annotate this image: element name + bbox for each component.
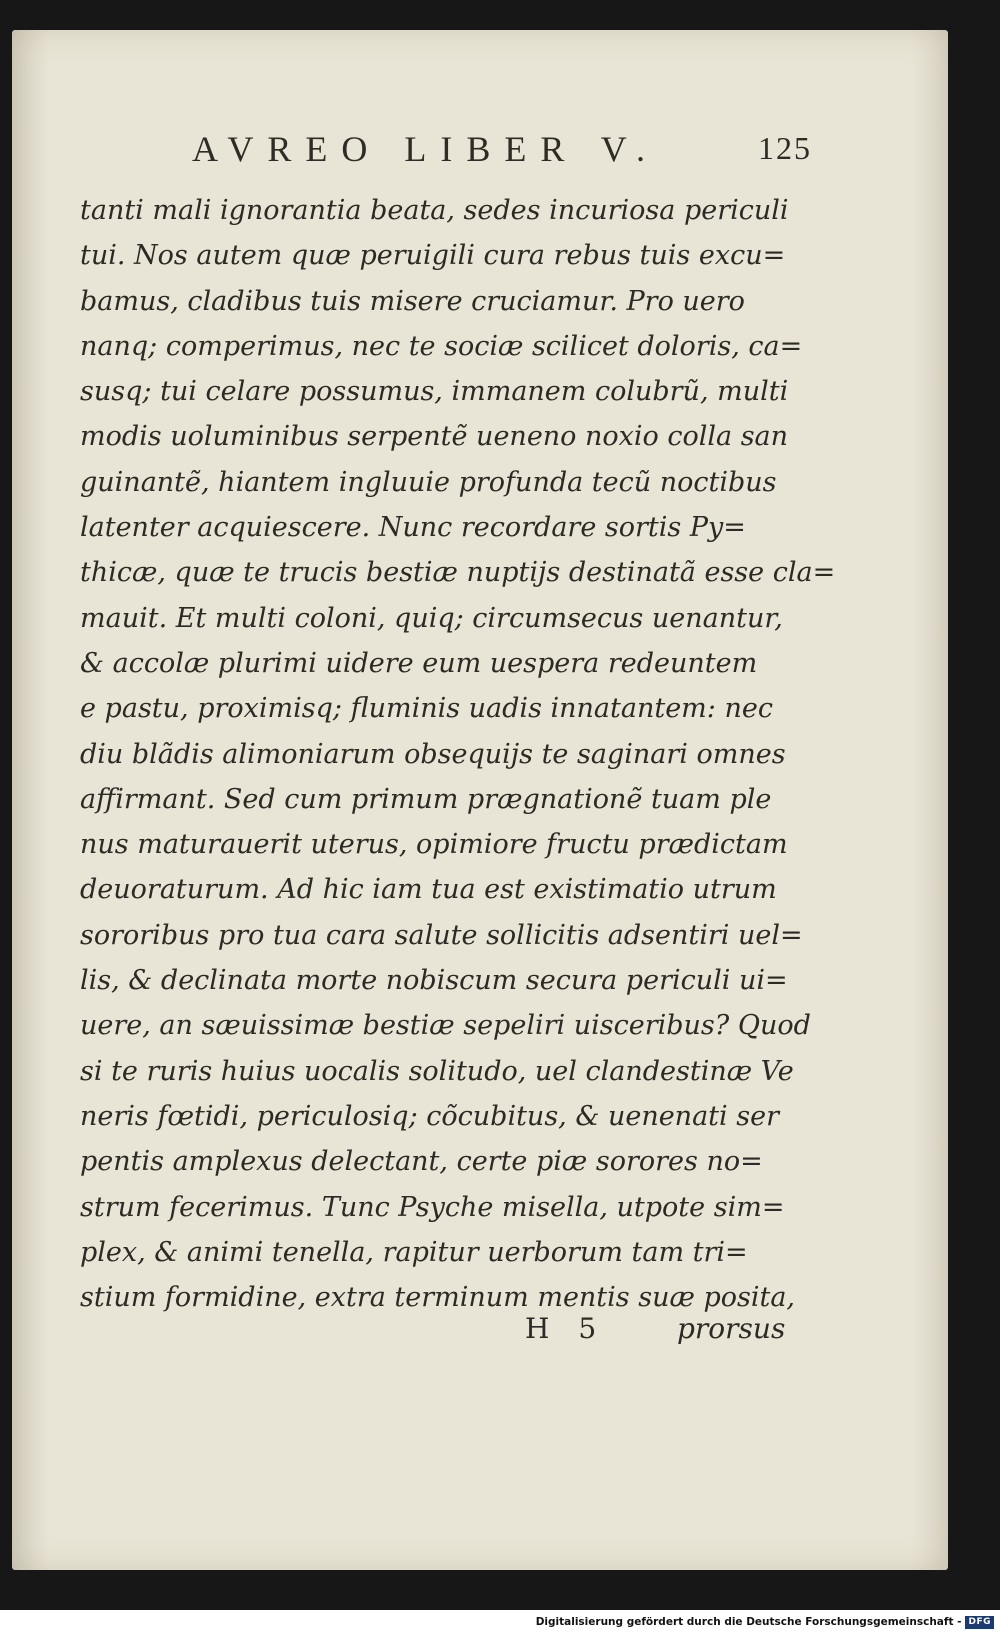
text-line: susq; tui celare possumus, immanem colubrũ, multi (80, 376, 789, 408)
text-line: tui. Nos autem quæ peruigili cura rebus tuis excu= (80, 240, 786, 272)
signature-mark: H 5 (525, 1312, 607, 1345)
running-title: AVREO LIBER V. (192, 129, 660, 169)
text-line: lis, & declinata morte nobiscum secura periculi ui= (80, 965, 788, 997)
text-line: pentis amplexus delectant, certe piæ sorores no= (80, 1146, 763, 1178)
text-line: guinantẽ, hiantem ingluuie profunda tecũ noctibus (80, 466, 777, 498)
text-line: stium formidine, extra terminum mentis suæ posita, (80, 1282, 795, 1314)
credit-text: Digitalisierung gefördert durch die Deutsche Forschungsgemeinschaft - (535, 1616, 962, 1628)
text-line: e pastu, proximisq; fluminis uadis innatantem: nec (80, 693, 773, 725)
dfg-logo-icon: DFG (965, 1616, 994, 1629)
text-line: si te ruris huius uocalis solitudo, uel clandestinæ Ve (80, 1055, 794, 1087)
page-number: 125 (758, 130, 812, 166)
text-line: neris fœtidi, periculosiq; cõcubitus, & uenenati ser (80, 1100, 779, 1132)
text-line: & accolæ plurimi uidere eum uespera redeuntem (80, 647, 758, 679)
catchword: prorsus (677, 1312, 786, 1345)
text-line: deuoraturum. Ad hic iam tua est existimatio utrum (80, 874, 777, 906)
text-line: uere, an sæuissimæ bestiæ sepeliri uisceribus? Quod (80, 1010, 811, 1042)
text-line: strum fecerimus. Tunc Psyche misella, utpote sim= (80, 1191, 785, 1223)
text-line: plex, & animi tenella, rapitur uerborum tam tri= (80, 1236, 748, 1268)
text-line: bamus, cladibus tuis misere cruciamur. Pro uero (80, 285, 745, 317)
page-footer (80, 1312, 786, 1362)
digitization-credit (536, 1614, 994, 1630)
text-line: tanti mali ignorantia beata, sedes incuriosa periculi (80, 195, 789, 226)
text-line: nus maturauerit uterus, opimiore fructu prædictam (80, 829, 788, 861)
running-head (192, 128, 812, 168)
text-line: mauit. Et multi coloni, quiq; circumsecus uenantur, (80, 602, 783, 634)
text-line: thicæ, quæ te trucis bestiæ nuptijs destinatã esse cla= (80, 557, 836, 589)
text-line: nanq; comperimus, nec te sociæ scilicet doloris, ca= (80, 330, 803, 362)
text-line: diu blãdis alimoniarum obsequijs te saginari omnes (80, 738, 786, 770)
text-line: sororibus pro tua cara salute sollicitis adsentiri uel= (80, 919, 803, 951)
book-page (12, 30, 948, 1570)
body-text (80, 188, 836, 1320)
text-line: latenter acquiescere. Nunc recordare sortis Py= (80, 512, 746, 544)
text-line: modis uoluminibus serpentẽ ueneno noxio colla san (80, 421, 789, 453)
text-line: affirmant. Sed cum primum prægnationẽ tuam ple (80, 783, 772, 815)
